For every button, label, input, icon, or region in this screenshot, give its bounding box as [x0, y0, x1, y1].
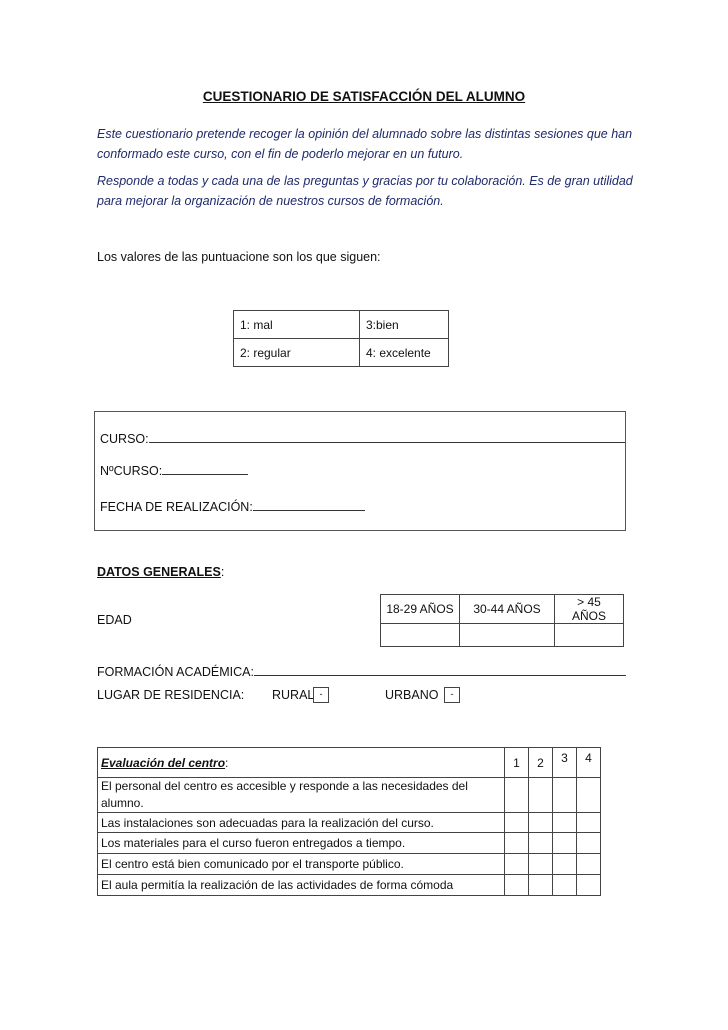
scale-1: 1 [505, 748, 529, 778]
fecha-label: FECHA DE REALIZACIÓN: [100, 500, 253, 514]
age-range-1: 18-29 AÑOS [381, 595, 460, 624]
rural-checkbox[interactable]: - [313, 687, 329, 703]
answer-cell[interactable] [577, 813, 601, 833]
scale-2: 2 [529, 748, 553, 778]
answer-cell[interactable] [577, 875, 601, 896]
age-cell-1[interactable] [381, 624, 460, 647]
page-title: CUESTIONARIO DE SATISFACCIÓN DEL ALUMNO [202, 89, 526, 104]
formacion-row [97, 663, 626, 679]
answer-cell[interactable] [529, 875, 553, 896]
table-row [98, 813, 601, 833]
answer-cell[interactable] [505, 833, 529, 854]
urbano-label: URBANO [385, 688, 439, 702]
fecha-field[interactable] [253, 498, 365, 511]
answer-cell[interactable] [577, 778, 601, 813]
scores-intro: Los valores de las puntuacione son los que siguen: [97, 250, 381, 264]
table-row [98, 875, 601, 896]
course-info-box [94, 411, 626, 531]
score-3: 3:bien [360, 311, 449, 339]
score-2: 2: regular [234, 339, 360, 367]
scale-4: 4 [577, 748, 601, 778]
curso-label: CURSO: [100, 432, 149, 446]
table-row [98, 854, 601, 875]
answer-cell[interactable] [529, 813, 553, 833]
question-4: El centro está bien comunicado por el transporte público. [98, 854, 505, 875]
table-row [98, 833, 601, 854]
formacion-label: FORMACIÓN ACADÉMICA: [97, 665, 254, 679]
general-heading: DATOS GENERALES: [97, 565, 225, 579]
age-cell-3[interactable] [555, 624, 624, 647]
rural-label: RURAL [272, 688, 315, 702]
evaluation-table [97, 747, 601, 896]
intro-paragraph-1: Este cuestionario pretende recoger la opinión del alumnado sobre las distintas sesiones que han conformado este curso, con el fin de poderlo mejorar en un futuro. [97, 127, 633, 161]
evaluation-heading: Evaluación del centro: [98, 748, 505, 778]
age-range-2: 30-44 AÑOS [460, 595, 555, 624]
score-1: 1: mal [234, 311, 360, 339]
scores-legend-table [233, 310, 449, 367]
question-2: Las instalaciones son adecuadas para la realización del curso. [98, 813, 505, 833]
score-4: 4: excelente [360, 339, 449, 367]
ncurso-label: NºCURSO: [100, 464, 163, 478]
answer-cell[interactable] [505, 813, 529, 833]
edad-label: EDAD [97, 613, 132, 627]
question-3: Los materiales para el curso fueron entregados a tiempo. [98, 833, 505, 854]
answer-cell[interactable] [553, 778, 577, 813]
formacion-field[interactable] [254, 663, 626, 676]
table-row [98, 778, 601, 813]
question-5: El aula permitía la realización de las actividades de forma cómoda [98, 875, 505, 896]
answer-cell[interactable] [553, 875, 577, 896]
age-table [380, 594, 624, 647]
urbano-checkbox[interactable]: - [444, 687, 460, 703]
answer-cell[interactable] [529, 778, 553, 813]
answer-cell[interactable] [577, 833, 601, 854]
age-range-3: > 45 AÑOS [555, 595, 624, 624]
answer-cell[interactable] [529, 833, 553, 854]
curso-field[interactable] [149, 430, 625, 443]
answer-cell[interactable] [577, 854, 601, 875]
answer-cell[interactable] [505, 854, 529, 875]
age-cell-2[interactable] [460, 624, 555, 647]
answer-cell[interactable] [505, 875, 529, 896]
answer-cell[interactable] [553, 813, 577, 833]
scale-3: 3 [553, 748, 577, 778]
residencia-label: LUGAR DE RESIDENCIA: [97, 688, 245, 702]
ncurso-field[interactable] [162, 462, 248, 475]
answer-cell[interactable] [529, 854, 553, 875]
question-1: El personal del centro es accesible y responde a las necesidades del alumno. [98, 778, 505, 813]
answer-cell[interactable] [505, 778, 529, 813]
answer-cell[interactable] [553, 833, 577, 854]
intro-paragraph-2: Responde a todas y cada una de las preguntas y gracias por tu colaboración. Es de gran utilidad para mejorar la organización de nuestros cursos de formación. [97, 174, 633, 208]
answer-cell[interactable] [553, 854, 577, 875]
